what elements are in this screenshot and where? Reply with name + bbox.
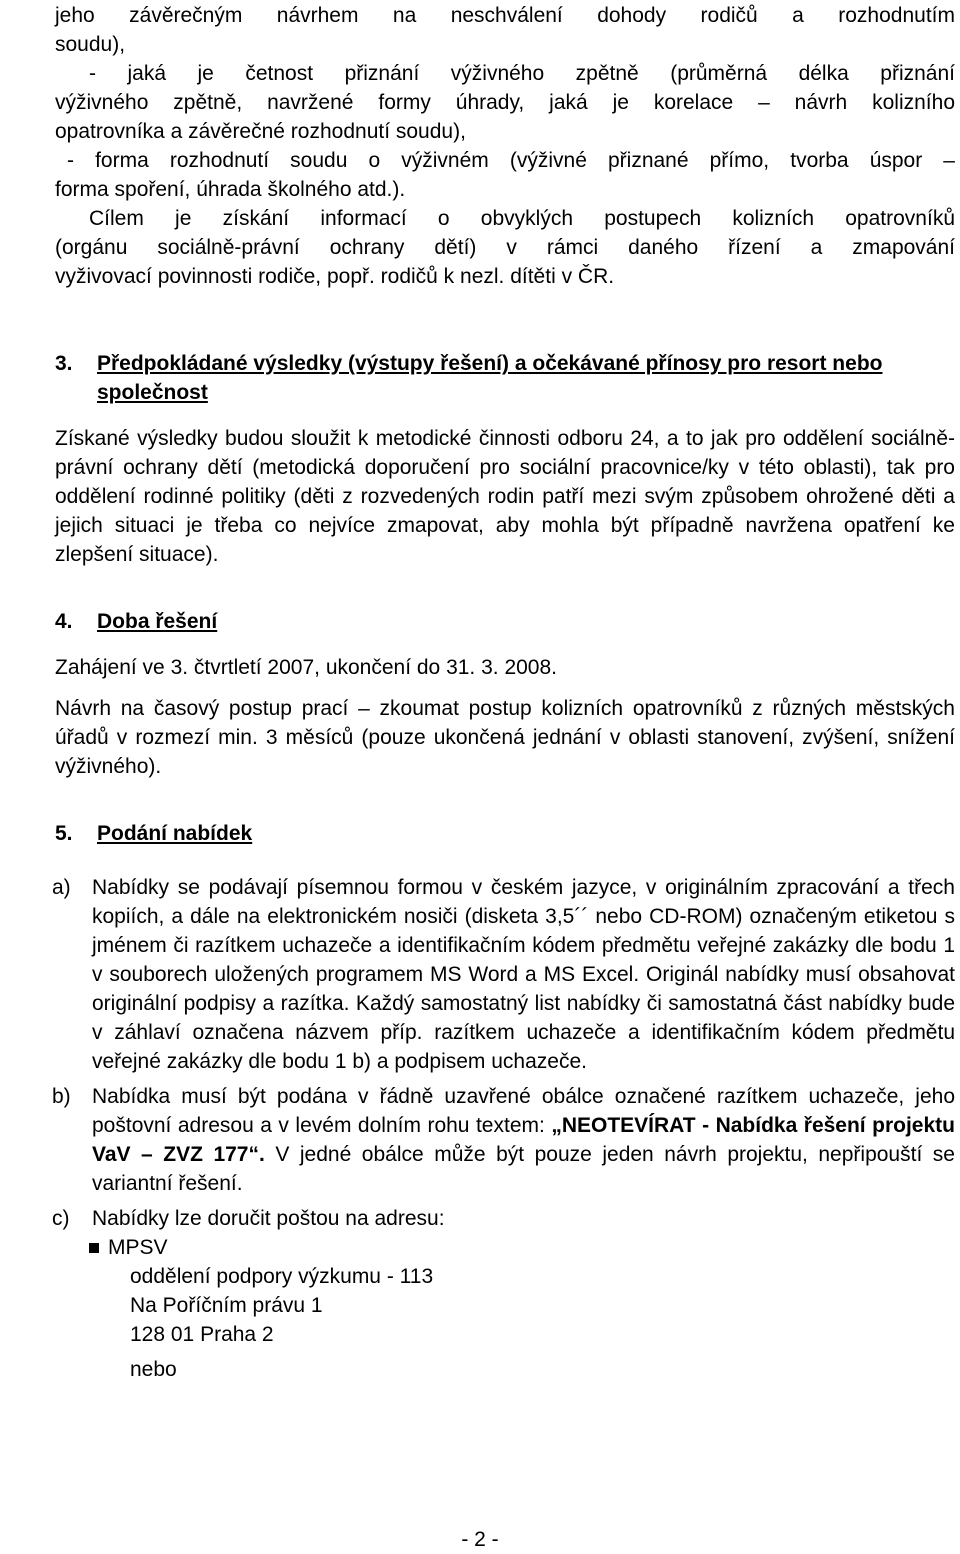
list-item-c [52,1204,955,1233]
address-org [89,1233,955,1262]
list-item-label: c) [52,1207,70,1230]
list-item-label: a) [52,876,71,899]
document-page [52,0,955,1384]
address-line: oddělení podpory výzkumu - 113 [130,1265,434,1288]
section-4 [55,607,955,781]
intro-line: soudu), [55,33,126,56]
section-number: 4. [55,610,73,633]
section-heading [55,607,955,636]
intro-line: Cílem je získání informací o obvyklých postupech kolizních opatrovníků [89,207,955,230]
section-title: Podání nabídek [97,822,253,845]
list-item-a [52,873,955,1076]
address-org-name: MPSV [108,1236,168,1259]
page-number: - 2 - [461,1528,499,1551]
intro-line: forma spoření, úhrada školného atd.). [55,178,406,201]
square-bullet-icon [89,1243,99,1253]
intro-block [55,0,955,291]
list-item-text-part: V jedné obálce může být pouze jeden návrh projektu, nepřipouští se variantní řešení. [92,1143,955,1195]
intro-line: výživného zpětně, navržené formy úhrady, jaká je korelace – návrh kolizního [55,91,955,114]
section-heading [55,819,955,848]
intro-line: jeho závěrečným návrhem na neschválení dohody rodičů a rozhodnutím [55,4,955,27]
section-number: 3. [55,352,73,375]
address-line: 128 01 Praha 2 [130,1323,274,1346]
section-body: Zahájení ve 3. čtvrtletí 2007, ukončení do 31. 3. 2008. [55,656,558,679]
section-title: Doba řešení [97,610,218,633]
section-5 [52,819,955,1384]
list-item-label: b) [52,1085,71,1108]
section-3 [55,349,955,569]
intro-line: (orgánu sociálně-právní ochrany dětí) v rámci daného řízení a zmapování [55,236,955,259]
section-body: Návrh na časový postup prací – zkoumat postup kolizních opatrovníků z různých městských úřadů v rozmezí min. 3 měsíců (pouze ukončená jednání v oblasti stanovení, zvýšení, snížení výživného). [55,697,955,778]
section-body: Získané výsledky budou sloužit k metodické činnosti odboru 24, a to jak pro oddělení sociálně-právní ochrany dětí (metodická doporučení pro sociální pracovnice/ky v této oblasti), tak pro oddělení rodinné politiky (děti z rozvedených rodin patří mezi svým způsobem ohrožené děti a jejich situaci je třeba co nejvíce zmapovat, aby mohla být případně navržena opatření ke zlepšení situace). [55,427,955,566]
intro-line: - jaká je četnost přiznání výživného zpětně (průměrná délka přiznání [89,62,955,85]
list-item-text: Nabídky lze doručit poštou na adresu: [92,1207,445,1230]
envelope-label-text: „NEOTEVÍRAT - Nabídka řešení projektu VaV – ZVZ 177“. [92,1114,955,1166]
section-number: 5. [55,822,73,845]
section-title: Předpokládané výsledky (výstupy řešení) a očekávané přínosy pro resort nebo společnost [97,352,883,404]
address-line: Na Poříčním právu 1 [130,1294,323,1317]
list-item-b [52,1082,955,1198]
intro-line: opatrovníka a závěrečné rozhodnutí soudu), [55,120,466,143]
intro-line: - forma rozhodnutí soudu o výživném (výživné přiznané přímo, tvorba úspor – [67,149,955,172]
list-item-text: Nabídky se podávají písemnou formou v českém jazyce, v originálním zpracování a třech kopiích, a dále na elektronickém nosiči (disketa 3,5´´ nebo CD-ROM) označeným etiketou s jménem či razítkem uchazeče a identifikačním kódem předmětu veřejné zakázky dle bodu 1 v souborech uložených programem MS Word a MS Excel. Originál nabídky musí obsahovat originální podpisy a razítka. Každý samostatný list nabídky či samostatná část nabídky bude v záhlaví označena názvem příp. razítkem uchazeče a identifikačním kódem předmětu veřejné zakázky dle bodu 1 b) a podpisem uchazeče. [92,876,955,1073]
list-item-text [92,1082,955,1198]
section-heading [55,349,955,407]
or-text: nebo [130,1358,177,1381]
list-item-text-part: Nabídka musí být podána v řádně uzavřené obálce označené razítkem uchazeče, jeho poštovní adresou a v levém dolním rohu textem: [92,1085,955,1137]
intro-line: vyživovací povinnosti rodiče, popř. rodičů k nezl. dítěti v ČR. [55,265,615,288]
